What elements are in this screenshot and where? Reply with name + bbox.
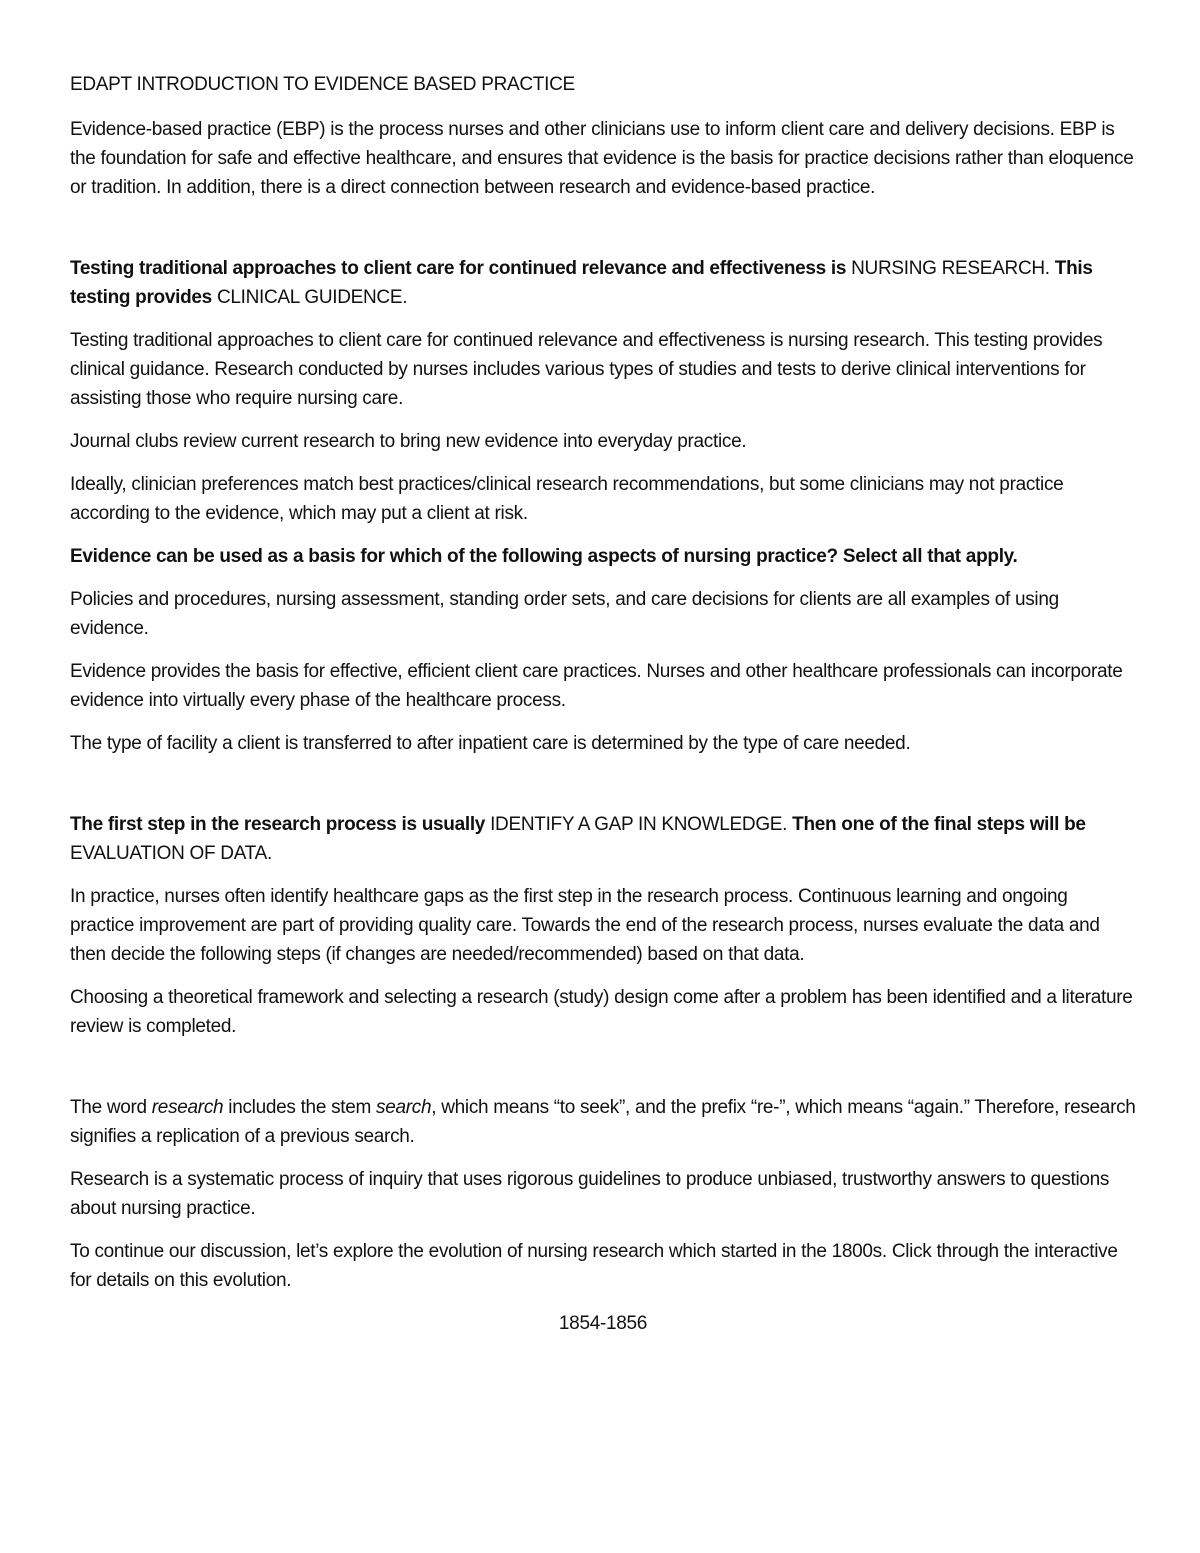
- q1-explanation-3: Ideally, clinician preferences match best practices/clinical research recommendations, but some clinicians may not practice according to the evidence, which may put a client at risk.: [70, 474, 1064, 524]
- closing-paragraph-1: Research is a systematic process of inquiry that uses rigorous guidelines to produce unbiased, trustworthy answers to questions about nursing practice.: [70, 1169, 1110, 1219]
- q3-explanation-2: Choosing a theoretical framework and selecting a research (study) design come after a problem has been identified and a literature review is completed.: [70, 987, 1133, 1037]
- q3-explanation-1: In practice, nurses often identify healthcare gaps as the first step in the research process. Continuous learning and ongoing practice improvement are part of providing quality care. Towards the end of the research process, nurses evaluate the data and then decide the following steps (if changes are needed/recommended) based on that data.: [70, 886, 1100, 965]
- question-3-answer-b: EVALUATION OF DATA.: [70, 843, 272, 864]
- question-2: Evidence can be used as a basis for which of the following aspects of nursing practice? Select all that apply.: [70, 546, 1018, 567]
- date-range: 1854-1856: [558, 1313, 648, 1334]
- word-para-text-3: , which means “to seek”, and the prefix “re-”, which means “again.” Therefore, research signifies a replication of a previous search.: [70, 1097, 1136, 1147]
- question-3: [70, 810, 1136, 868]
- word-para-italic-research: research: [151, 1097, 224, 1118]
- question-1-answer-a: NURSING RESEARCH.: [851, 258, 1050, 279]
- question-1-text-b: This testing provides: [70, 258, 1093, 308]
- q2-explanation-3: The type of facility a client is transferred to after inpatient care is determined by the type of care needed.: [70, 733, 911, 754]
- document-page: [70, 70, 1136, 1352]
- intro-paragraph: Evidence-based practice (EBP) is the process nurses and other clinicians use to inform client care and delivery decisions. EBP is the foundation for safe and effective healthcare, and ensures that evidence is the basis for practice decisions rather than eloquence or tradition. In addition, there is a direct connection between research and evidence-based practice.: [70, 119, 1134, 198]
- question-1-answer-b: CLINICAL GUIDENCE.: [216, 287, 408, 308]
- question-3-text-b: Then one of the final steps will be: [787, 814, 1086, 835]
- closing-paragraph-2: To continue our discussion, let’s explore the evolution of nursing research which started in the 1800s. Click through the interactive for details on this evolution.: [70, 1241, 1118, 1291]
- document-title: EDAPT INTRODUCTION TO EVIDENCE BASED PRACTICE: [70, 74, 575, 95]
- question-1-text-a: Testing traditional approaches to client care for continued relevance and effectiveness is: [70, 258, 852, 279]
- q1-explanation-2: Journal clubs review current research to bring new evidence into everyday practice.: [70, 431, 747, 452]
- q2-explanation-2: Evidence provides the basis for effective, efficient client care practices. Nurses and other healthcare professionals can incorporate evidence into virtually every phase of the healthcare process.: [70, 661, 1123, 711]
- word-para-italic-search: search: [376, 1097, 432, 1118]
- q2-explanation-1: Policies and procedures, nursing assessment, standing order sets, and care decisions for clients are all examples of using evidence.: [70, 589, 1059, 639]
- word-research-paragraph: [70, 1093, 1136, 1151]
- question-3-answer-a: IDENTIFY A GAP IN KNOWLEDGE.: [490, 814, 788, 835]
- word-para-text-1: The word: [70, 1097, 152, 1118]
- question-3-text-a: The first step in the research process is usually: [70, 814, 491, 835]
- q1-explanation-1: Testing traditional approaches to client care for continued relevance and effectiveness is nursing research. This testing provides clinical guidance. Research conducted by nurses includes various types of studies and tests to derive clinical interventions for assisting those who require nursing care.: [70, 330, 1103, 409]
- word-para-text-2: includes the stem: [223, 1097, 377, 1118]
- question-1: [70, 254, 1136, 312]
